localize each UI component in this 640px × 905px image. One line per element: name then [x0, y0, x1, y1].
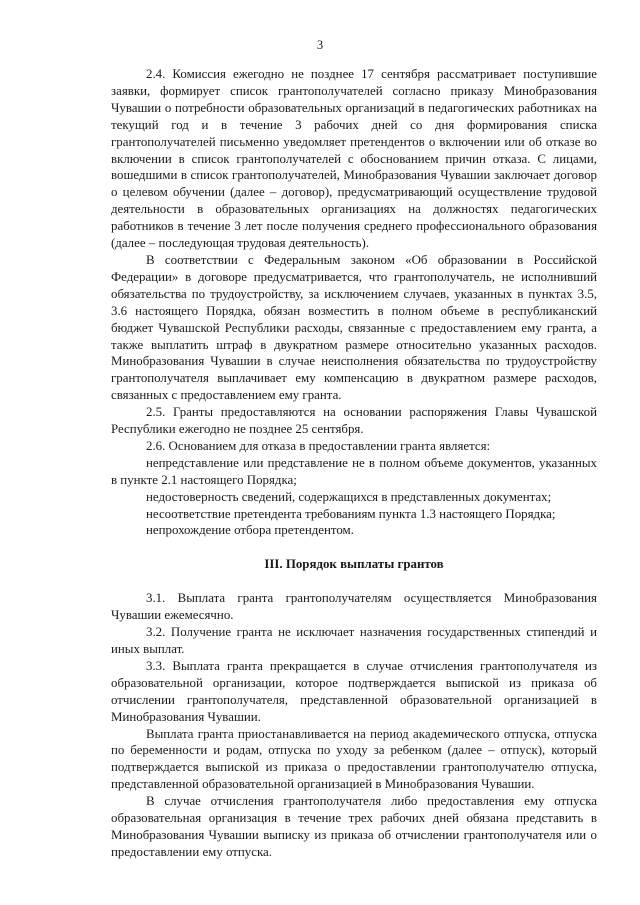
refusal-reason-1: непредставление или представление не в полном объеме документов, указанных в пункте 2.1 настоящего Порядка; [111, 455, 597, 487]
paragraph-federal-law: В соответствии с Федеральным законом «Об образовании в Российской Федерации» в договоре предусматривается, что грантополучатель, не исполнивший обязательства по трудоустройству, за исключением случаев, указанных в пунктах 3.5, 3.6 настоящего Порядка, обязан возместить в полном объеме в республиканский бюджет Чувашской Республики расходы, связанные с предоставлением ему гранта, а также выплатить штраф в двукратном размере относительно указанных расходов. Минобразования Чувашии в случае неисполнения обязательства по трудоустройству грантополучателя выплачивает ему компенсацию в двукратном размере расходов, связанных с предоставлением ему гранта. [111, 252, 597, 403]
paragraph-3-3: 3.3. Выплата гранта прекращается в случае отчисления грантополучателя из образовательной организации, которое подтверждается выпиской из приказа об отчислении грантополучателя, представленной образовательной организацией в Минобразования Чувашии. [111, 658, 597, 724]
refusal-reason-4: непрохождение отбора претендентом. [146, 523, 354, 538]
paragraph-suspension: Выплата гранта приостанавливается на период академического отпуска, отпуска по беременности и родам, отпуска по уходу за ребенком (далее – отпуск), который подтверждается выпиской из приказа о предоставлении грантополучателю отпуска, представленной образовательной организацией в Минобразования Чувашии. [111, 726, 597, 792]
paragraph-expulsion: В случае отчисления грантополучателя либо предоставления ему отпуска образовательная организация в течение трех рабочих дней обязана представить в Минобразования Чувашии выписку из приказа об отчислении грантополучателя или о предоставлении ему отпуска. [111, 794, 597, 859]
paragraph-2-6: 2.6. Основанием для отказа в предоставлении гранта является: [146, 438, 491, 453]
section-heading: III. Порядок выплаты грантов [264, 557, 444, 572]
paragraph-3-1: 3.1. Выплата гранта грантополучателям осуществляется Минобразования Чувашии ежемесячно. [111, 591, 597, 623]
document-body [111, 66, 597, 861]
paragraph-2-4: 2.4. Комиссия ежегодно не позднее 17 сентября рассматривает поступившие заявки, формирует список грантополучателей согласно приказу Минобразования Чувашии о потребности образовательных организаций в педагогических работниках на текущий год и в течение 3 рабочих дней со дня формирования списка грантополучателей письменно уведомляет претендентов о включении или об отказе во включении в список грантополучателей с обоснованием причин отказа. С лицами, вошедшими в список грантополучателей, Минобразования Чувашии заключает договор о целевом обучении (далее – договор), предусматривающий осуществление трудовой деятельности в образовательных организациях на должностях педагогических работников в течение 3 лет после получения среднего профессионального образования (далее – последующая трудовая деятельность). [111, 67, 597, 251]
paragraph-2-5: 2.5. Гранты предоставляются на основании распоряжения Главы Чувашской Республики ежегодно не позднее 25 сентября. [111, 405, 597, 437]
page-number: 3 [316, 38, 324, 52]
refusal-reason-3: несоответствие претендента требованиям пункта 1.3 настоящего Порядка; [146, 506, 556, 521]
paragraph-3-2: 3.2. Получение гранта не исключает назначения государственных стипендий и иных выплат. [111, 625, 597, 656]
refusal-reason-2: недостоверность сведений, содержащихся в представленных документах; [146, 489, 552, 504]
